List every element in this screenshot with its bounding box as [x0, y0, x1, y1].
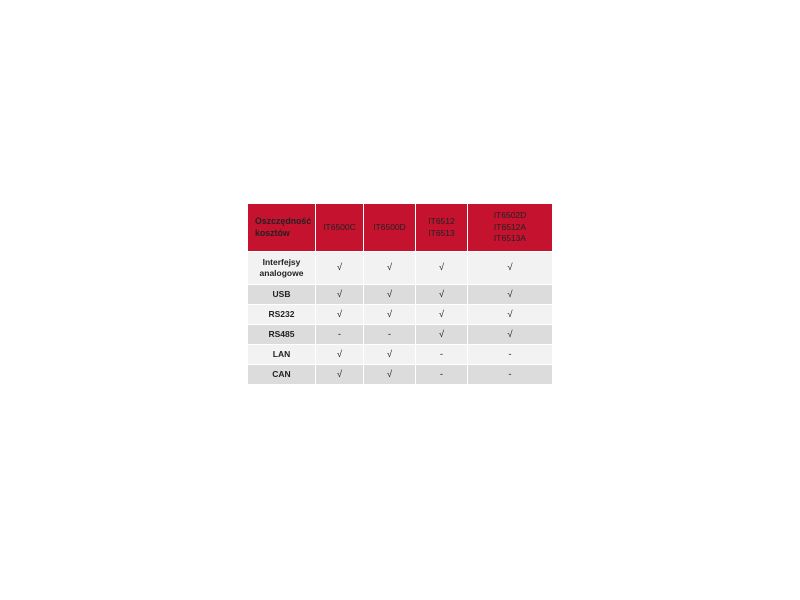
cell-value: - — [416, 365, 468, 385]
cell-value: √ — [416, 285, 468, 305]
row-label-interfejsy-analogowe: Interfejsy analogowe — [248, 252, 316, 285]
header-line: IT6512A — [493, 221, 527, 232]
cell-value: √ — [468, 285, 553, 305]
header-title: Oszczędność kosztów — [248, 204, 316, 252]
table-header-row — [248, 204, 553, 252]
cell-value: - — [468, 345, 553, 365]
table-row — [248, 252, 553, 285]
cell-value: - — [364, 325, 416, 345]
cell-value: √ — [364, 305, 416, 325]
row-label-lan: LAN — [248, 345, 316, 365]
cell-value: - — [468, 365, 553, 385]
header-line: IT6513 — [428, 227, 455, 238]
header-col-it6512-it6513 — [416, 204, 468, 252]
cell-value: √ — [364, 345, 416, 365]
cell-value: √ — [316, 305, 364, 325]
table-row — [248, 305, 553, 325]
table-body — [248, 252, 553, 385]
cell-value: √ — [316, 345, 364, 365]
table-header — [248, 204, 553, 252]
cell-value: √ — [416, 305, 468, 325]
header-col-it6500c: IT6500C — [316, 204, 364, 252]
cell-value: √ — [468, 325, 553, 345]
row-label-can: CAN — [248, 365, 316, 385]
header-col-it6502d-it6512a-it6513a — [468, 204, 553, 252]
table-row — [248, 325, 553, 345]
cell-value: √ — [364, 365, 416, 385]
cell-value: √ — [316, 285, 364, 305]
cell-value: √ — [416, 325, 468, 345]
cell-value: - — [416, 345, 468, 365]
table-row — [248, 285, 553, 305]
row-label-rs485: RS485 — [248, 325, 316, 345]
row-label-usb: USB — [248, 285, 316, 305]
cell-value: √ — [468, 252, 553, 285]
cell-value: √ — [316, 365, 364, 385]
cell-value: √ — [316, 252, 364, 285]
row-label-rs232: RS232 — [248, 305, 316, 325]
cell-value: √ — [468, 305, 553, 325]
cell-value: - — [316, 325, 364, 345]
table-row — [248, 365, 553, 385]
cell-value: √ — [364, 285, 416, 305]
spec-table-container — [247, 203, 552, 385]
interfaces-comparison-table — [247, 203, 553, 385]
header-col-it6500d: IT6500D — [364, 204, 416, 252]
header-line: IT6502D — [493, 210, 527, 221]
cell-value: √ — [416, 252, 468, 285]
cell-value: √ — [364, 252, 416, 285]
header-line: IT6513A — [493, 233, 527, 244]
table-row — [248, 345, 553, 365]
header-line: IT6512 — [428, 216, 455, 227]
